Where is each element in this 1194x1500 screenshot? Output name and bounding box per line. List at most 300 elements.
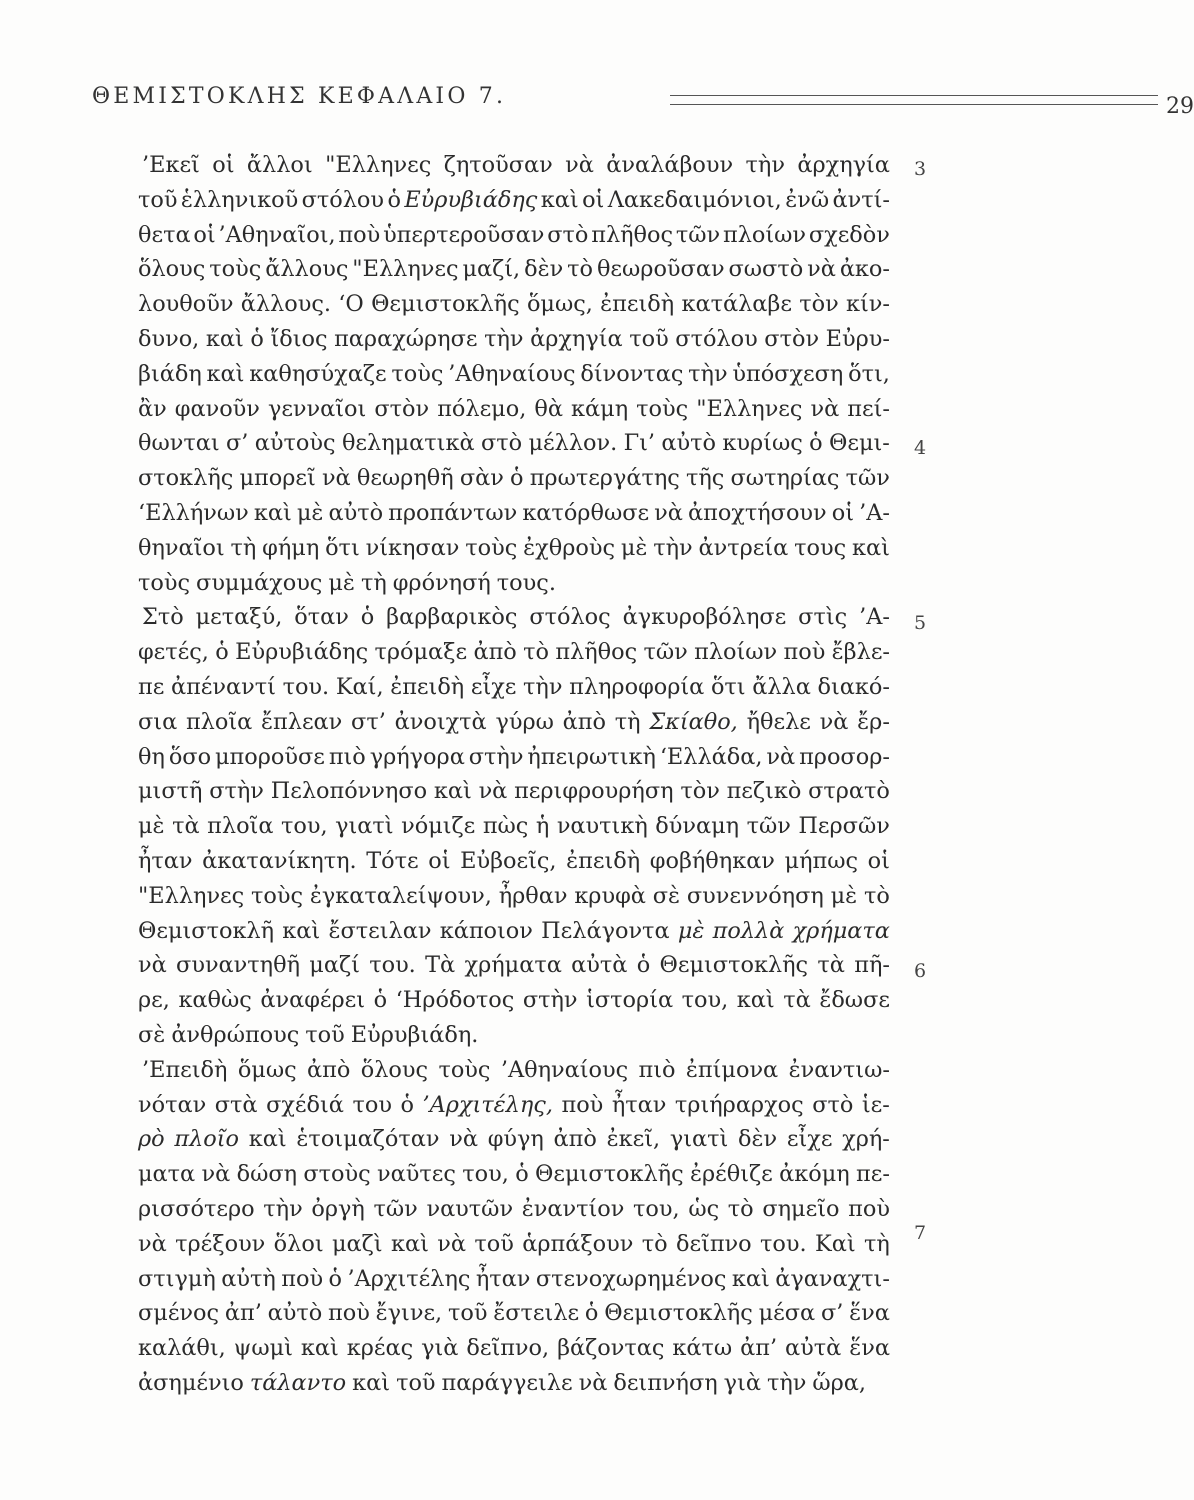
word: νόταν [138, 1091, 207, 1118]
word: τὸ [864, 882, 890, 909]
word: Εὐρυβιάδης [404, 186, 538, 213]
word: ἐρέθιζε [689, 1161, 773, 1188]
word: Περσῶν [798, 813, 890, 840]
word: ἀκο- [839, 256, 890, 283]
word: σμένος [138, 1300, 220, 1327]
word: ἑτοιμαζόταν [296, 1126, 440, 1153]
word: ποὺ [561, 1091, 604, 1118]
word: νὰ [578, 1369, 608, 1396]
word: "Ελληνες [325, 152, 432, 178]
word: του, [681, 987, 729, 1014]
word: ἀπ’ [740, 1335, 778, 1362]
word: κάποιον [439, 917, 533, 944]
word: μὲ [677, 917, 705, 944]
text-line [138, 914, 890, 949]
word: ὁ [515, 1161, 529, 1188]
word: αὐτὰ [571, 952, 628, 979]
word: ἱε- [861, 1091, 890, 1118]
word: δυνο, [138, 325, 200, 352]
word: οἱ [582, 186, 605, 213]
word: πλῆθος [555, 639, 638, 666]
word: Εὐβοεῖς, [460, 847, 557, 874]
word: ὁ [360, 604, 375, 631]
word: νὰ [654, 499, 683, 526]
word: κυρίως [722, 430, 803, 457]
word: στὸ [480, 430, 523, 457]
word: ἡ [535, 813, 550, 840]
word: ἕνα [849, 1300, 890, 1327]
word: ὅσο [168, 743, 212, 770]
word: Εὐρυβιάδη. [350, 1021, 479, 1048]
word: ζητοῦσαν [443, 152, 553, 178]
word: τοῦ [447, 1300, 488, 1327]
word: μὲ [830, 882, 858, 909]
word: καλάθι, [138, 1335, 226, 1362]
word: αὐτὸ [661, 430, 717, 457]
word: δίνοντας [580, 360, 684, 387]
word: οἱ [831, 499, 855, 526]
word: ἀπὸ [473, 639, 517, 666]
word: τὴν [653, 534, 693, 561]
word: ὅλοι [273, 1230, 324, 1257]
word: ὑπόσχεση [732, 360, 844, 387]
word: σχεδὸν [808, 221, 890, 248]
word: ὅτι [325, 534, 360, 561]
word: Θεμιστοκλῆς [371, 291, 520, 318]
word: κάμη [571, 395, 629, 422]
word: τους. [496, 569, 556, 596]
word: ὁ [387, 186, 401, 213]
word: Τὰ [425, 952, 456, 979]
word: ἀπέναντί [170, 673, 276, 700]
word: θετα [138, 221, 191, 248]
word: συμμάχους [196, 569, 323, 596]
word: μὲ [296, 499, 324, 526]
word: ἐναντίον [521, 1195, 625, 1222]
word: μὲ [328, 569, 355, 596]
word: ματα [138, 1161, 196, 1188]
word: ἀπὸ [562, 708, 606, 735]
word: πιὸ [638, 1056, 676, 1083]
word: ὁ [809, 430, 823, 457]
word: ‘Ελλάδα, [659, 743, 763, 770]
word: πλοῖα [207, 813, 274, 840]
word: ναῦτες [377, 1161, 456, 1188]
word: οἱ [867, 847, 890, 874]
word: διακό- [817, 673, 890, 700]
word: ἐνῶ [785, 186, 830, 213]
word: ποὺ [783, 639, 826, 666]
word: ψωμὶ [233, 1335, 293, 1362]
word: τὴν [688, 360, 728, 387]
word: Θεμιστοκλῆς [659, 952, 809, 979]
word: στὶς [798, 604, 848, 631]
word: τοῦ [474, 1230, 514, 1257]
word: πε [138, 673, 165, 700]
word: μέλλον. [528, 430, 618, 457]
text-line [138, 670, 890, 705]
word: λουθοῦν [138, 291, 234, 318]
word: καὶ [736, 987, 775, 1014]
word: ἀποχτήσουν [687, 499, 827, 526]
word: τῶν [746, 813, 791, 840]
word: τὸ [641, 1230, 668, 1257]
word: νὰ [449, 1126, 478, 1153]
word: ’Αρχιτέλης [347, 1265, 471, 1292]
text-line [138, 218, 890, 253]
word: φοβήθηκαν [649, 847, 775, 874]
word: θεωρηθῆ [356, 465, 454, 492]
word: ὅμως, [526, 291, 593, 318]
word: οἱ [212, 152, 235, 178]
word: ὁ [636, 952, 651, 979]
word: στόλος [529, 604, 611, 631]
word: του, [462, 1161, 509, 1188]
word: νὰ [201, 1161, 231, 1188]
word: στόλου [301, 186, 385, 213]
word: ἀσημένιο [138, 1369, 244, 1396]
text-line [138, 705, 890, 740]
word: ἀκατανίκητη. [202, 847, 357, 874]
text-line [138, 392, 890, 427]
word: μαζί [309, 952, 360, 979]
word: ἦρθαν [498, 882, 568, 909]
word: σωτηρίας [730, 465, 840, 492]
text-line [138, 879, 890, 914]
word: ὁ [250, 325, 264, 352]
word: στρατὸ [808, 778, 890, 805]
word: Θεμιστοκλῆς [535, 1161, 684, 1188]
word: ’Αθηναίους [448, 360, 576, 387]
word: τοῦ [305, 1021, 345, 1048]
word: ὅμως [237, 1056, 297, 1083]
word: Λακεδαιμόνιοι, [607, 186, 782, 213]
text-line [138, 1122, 890, 1157]
word: κατάλαβε [681, 291, 792, 318]
word: στενοχωρημένος [535, 1265, 727, 1292]
word: νὰ [437, 1230, 466, 1257]
text-line [138, 566, 890, 601]
word: τὴ [614, 708, 641, 735]
text-line [138, 740, 890, 775]
word: ἦταν [611, 1091, 667, 1118]
word: δύναμη [655, 813, 740, 840]
word: στιγμὴ [138, 1265, 216, 1292]
word: τῶν [643, 639, 688, 666]
word: ρισσότερο [138, 1195, 255, 1222]
word: ἔστειλαν [328, 917, 432, 944]
word: συνεννόηση [686, 882, 824, 909]
word: καὶ [390, 1230, 429, 1257]
word: ποὺ [281, 1265, 324, 1292]
text-line [138, 1192, 890, 1227]
word: θωνται [138, 430, 220, 457]
word: ἦταν [138, 847, 193, 874]
word: κατόρθωσε [522, 499, 650, 526]
word: πε- [856, 1161, 890, 1188]
word: παραχώρησε [334, 325, 478, 352]
word: Καὶ [815, 1230, 856, 1257]
word: στὰ [214, 1091, 258, 1118]
word: του, [633, 1195, 680, 1222]
word: χρή- [842, 1126, 890, 1153]
text-line [138, 426, 890, 461]
word: Θεμιστοκλῆς [604, 1300, 753, 1327]
word: μαζί, [462, 256, 521, 283]
word: ἐπειδὴ [600, 291, 675, 318]
word: μὲ [138, 813, 165, 840]
word: καθὼς [178, 987, 252, 1014]
word: καὶ [352, 1369, 391, 1396]
word: ὁ [584, 1300, 599, 1327]
text-line [138, 1157, 890, 1192]
word: χρήματα [792, 917, 890, 944]
word: μεταξύ, [195, 604, 283, 631]
word: δεῖπνο, [466, 1335, 550, 1362]
word: μπορεῖ [239, 465, 316, 492]
word: ἕνα [849, 1335, 890, 1362]
word: τρέξουν [175, 1230, 266, 1257]
word: του. [760, 1230, 807, 1257]
word: νὰ [138, 1230, 167, 1257]
body-text [138, 148, 890, 1401]
word: γιὰ [421, 1335, 459, 1362]
word: θηναῖοι [138, 534, 225, 561]
word: ἀναλάβουν [606, 152, 734, 178]
word: σὲ [652, 882, 681, 909]
word: γύρω [495, 708, 554, 735]
word: τὴν [263, 1195, 303, 1222]
word: τὸ [567, 256, 594, 283]
word: ὅλους [360, 1056, 429, 1083]
word: ὁ [328, 1265, 343, 1292]
word: τοὺς [465, 534, 518, 561]
word: φετές, [138, 639, 209, 666]
word: τῶν [675, 221, 721, 248]
word: πλοῖο [174, 1126, 240, 1153]
word: τῆς [686, 465, 725, 492]
word: Εὐρυβιάδης [235, 639, 369, 666]
word: Πελοπόννησο [270, 778, 428, 805]
word: καὶ [248, 1126, 287, 1153]
text-line [138, 774, 890, 809]
word: Στὸ [142, 604, 184, 631]
word: τὸν [680, 778, 720, 805]
word: ἱστορία [586, 987, 674, 1014]
word: καὶ [852, 534, 890, 561]
word: τὰ [817, 952, 845, 979]
word: νίκησαν [365, 534, 460, 561]
word: τὴ [230, 534, 257, 561]
word: ἐπίμονα [685, 1056, 779, 1083]
word: ὅτι [710, 673, 746, 700]
word: νὰ [565, 152, 594, 178]
word: ἑλληνικοῦ [180, 186, 299, 213]
word: εἶχε [470, 673, 517, 700]
word: του [352, 1091, 392, 1118]
text-line [138, 1296, 890, 1331]
word: στοὺς [303, 1161, 371, 1188]
word: ἀντρεία [698, 534, 789, 561]
word: ἐναντιω- [788, 1056, 890, 1083]
word: τὴν [523, 673, 563, 700]
word: ὑπερτεροῦσαν [383, 221, 545, 248]
word: στὴν [209, 778, 264, 805]
word: κρυφὰ [574, 882, 646, 909]
word: ποὺ [848, 1195, 890, 1222]
word: ὥρα, [812, 1369, 867, 1396]
word: βάζοντας [557, 1335, 665, 1362]
word: οἱ [193, 221, 216, 248]
margin-number: 6 [914, 960, 927, 982]
word: ἐπειδὴ [390, 673, 465, 700]
word: σὲ [138, 1021, 166, 1048]
word: τὴν [484, 325, 524, 352]
word: δώση [236, 1161, 298, 1188]
word: τὴν [766, 1369, 807, 1396]
text-line [138, 809, 890, 844]
word: νὰ [819, 708, 849, 735]
word: σὰν [459, 465, 504, 492]
word: ἐγκαταλείψουν, [309, 882, 492, 909]
word: τρόμαξε [374, 639, 468, 666]
word: σ’ [226, 430, 249, 457]
word: ἀναφέρει [260, 987, 366, 1014]
word: θεωροῦσαν [596, 256, 725, 283]
word: πληροφορία [569, 673, 705, 700]
word: ἔβλε- [831, 639, 890, 666]
word: φύγη [487, 1126, 544, 1153]
word: ’Αθηναίους [500, 1056, 629, 1083]
word: κίν- [846, 291, 890, 318]
word: πρωτεργάτης [529, 465, 680, 492]
word: τῶν [373, 1195, 418, 1222]
word: κρέας [346, 1335, 414, 1362]
word: καὶ [205, 325, 244, 352]
word: συναντηθῆ [176, 952, 300, 979]
word: πεζικὸ [726, 778, 802, 805]
word: στὸν [374, 395, 430, 422]
word: ἀγκυροβόλησε [622, 604, 787, 631]
word: πιὸ [328, 743, 366, 770]
word: ρὸ [138, 1126, 165, 1153]
word: γρήγορα [369, 743, 465, 770]
word: αὐτοὺς [254, 430, 336, 457]
word: πόλεμο, [437, 395, 527, 422]
word: τριήραρχος [674, 1091, 804, 1118]
word: τάλαντο [249, 1369, 347, 1396]
word: ὅταν [294, 604, 349, 631]
word: ἀπὸ [553, 1126, 597, 1153]
word: ’Εκεῖ [142, 152, 200, 178]
word: τοῦ [396, 1369, 436, 1396]
text-line [138, 948, 890, 983]
margin-number: 7 [914, 1222, 927, 1244]
word: πλοίων [722, 221, 807, 248]
word: γιὰ [723, 1369, 761, 1396]
word: σημεῖο [762, 1195, 840, 1222]
word: φήμη [262, 534, 320, 561]
word: αὐτὸ [267, 1300, 323, 1327]
text-line [138, 496, 890, 531]
word: αὐτὸ [328, 499, 384, 526]
word: ἀπ’ [224, 1300, 262, 1327]
word: σωστὸ [728, 256, 804, 283]
word: προπάντων [388, 499, 518, 526]
word: γιατὶ [669, 1126, 729, 1153]
word: ἀρχηγία [797, 152, 890, 178]
word: ἀγαναχτι- [775, 1265, 890, 1292]
word: τὰ [783, 987, 811, 1014]
word: ὁ [215, 639, 229, 666]
word: μαζὶ [331, 1230, 383, 1257]
word: βιάδη [138, 360, 202, 387]
word: ἀντί- [832, 186, 890, 213]
running-header [92, 84, 1194, 124]
word: νόμιζε [401, 813, 476, 840]
word: ἔδωσε [819, 987, 890, 1014]
word: τὰ [172, 813, 200, 840]
text-line [138, 983, 890, 1018]
word: ἄλλους. [240, 291, 332, 318]
word: παράγγειλε [441, 1369, 573, 1396]
word: ἦταν [475, 1265, 531, 1292]
word: ἀκόμη [779, 1161, 850, 1188]
word: φρόνησή [392, 569, 491, 596]
text-line [138, 531, 890, 566]
text-line [138, 1262, 890, 1297]
word: Τότε [366, 847, 419, 874]
word: τὸν [799, 291, 839, 318]
text-line [138, 322, 890, 357]
word: θη [138, 743, 165, 770]
text-line [138, 1331, 890, 1366]
text-line [138, 844, 890, 879]
word: Σκίαθο, [649, 708, 738, 735]
word: πὼς [482, 813, 529, 840]
word: πεί- [847, 395, 890, 422]
word: αὐτὴ [221, 1265, 276, 1292]
word: ἐπειδὴ [566, 847, 641, 874]
word: ’Αθηναῖοι, [218, 221, 336, 248]
word: θεληματικὰ [341, 430, 475, 457]
word: ὀργὴ [311, 1195, 365, 1222]
word: δὲν [738, 1126, 778, 1153]
word: ἀνοιχτὰ [394, 708, 487, 735]
word: στὸν [764, 325, 820, 352]
word: Θεμι- [829, 430, 890, 457]
word: νὰ [807, 256, 836, 283]
word: δὲν [524, 256, 564, 283]
word: τοὺς [636, 395, 689, 422]
word: τοὺς [251, 882, 304, 909]
header-double-rule [670, 95, 1158, 105]
word: τὴν [745, 152, 785, 178]
word: στὴν [468, 743, 524, 770]
word: ’Αρχιτέλης, [422, 1091, 553, 1118]
word: τὸ [727, 1195, 754, 1222]
word: μιστῆ [138, 778, 203, 805]
word: του, [280, 813, 328, 840]
word: ὅτι, [848, 360, 890, 387]
word: γενναῖοι [267, 395, 367, 422]
word: ἔρ- [857, 708, 890, 735]
word: κάτω [672, 1335, 733, 1362]
word: θὰ [534, 395, 563, 422]
word: τοὺς [138, 569, 191, 596]
text-line [138, 252, 890, 287]
text-line [138, 1227, 890, 1262]
